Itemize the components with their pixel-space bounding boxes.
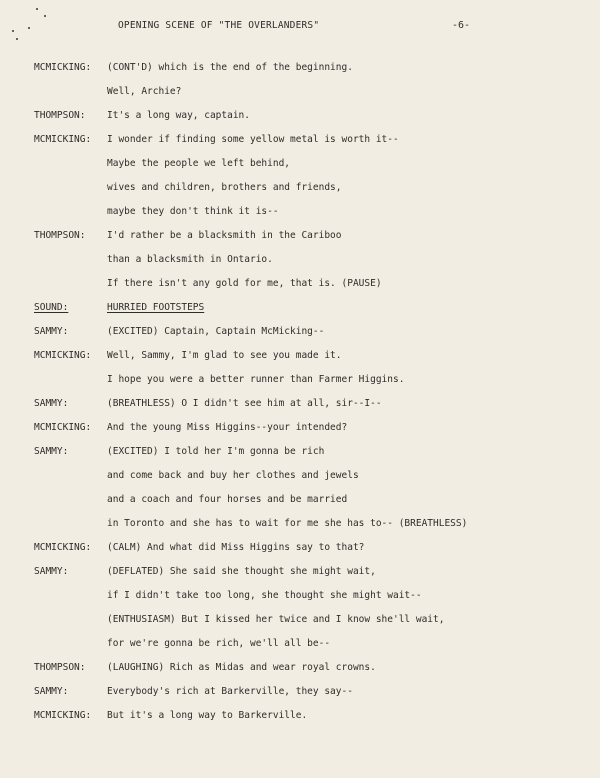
dialogue-text: if I didn't take too long, she thought she might wait-- bbox=[107, 590, 422, 601]
dialogue-text: and come back and buy her clothes and jewels bbox=[107, 470, 359, 481]
speaker-label: MCMICKING: bbox=[34, 710, 92, 721]
dialogue-text: It's a long way, captain. bbox=[107, 110, 250, 121]
page-number: -6- bbox=[452, 20, 471, 31]
dialogue-text: (EXCITED) Captain, Captain McMicking-- bbox=[107, 326, 325, 337]
dialogue-text: (EXCITED) I told her I'm gonna be rich bbox=[107, 446, 325, 457]
speaker-label: MCMICKING: bbox=[34, 422, 92, 433]
ink-speck bbox=[16, 38, 18, 40]
speaker-label: SAMMY: bbox=[34, 446, 69, 457]
dialogue-text: Well, Archie? bbox=[107, 86, 182, 97]
speaker-label: MCMICKING: bbox=[34, 350, 92, 361]
dialogue-text: But it's a long way to Barkerville. bbox=[107, 710, 308, 721]
dialogue-text: for we're gonna be rich, we'll all be-- bbox=[107, 638, 331, 649]
page-title: OPENING SCENE OF "THE OVERLANDERS" bbox=[118, 20, 320, 31]
speaker-label: THOMPSON: bbox=[34, 662, 86, 673]
speaker-label: SAMMY: bbox=[34, 398, 69, 409]
dialogue-text: wives and children, brothers and friends, bbox=[107, 182, 342, 193]
ink-speck bbox=[12, 30, 14, 32]
speaker-label: MCMICKING: bbox=[34, 62, 92, 73]
dialogue-text: I wonder if finding some yellow metal is worth it-- bbox=[107, 134, 399, 145]
dialogue-text: than a blacksmith in Ontario. bbox=[107, 254, 273, 265]
speaker-label: MCMICKING: bbox=[34, 134, 92, 145]
speaker-label: THOMPSON: bbox=[34, 110, 86, 121]
dialogue-text: Well, Sammy, I'm glad to see you made it. bbox=[107, 350, 342, 361]
dialogue-text: (BREATHLESS) O I didn't see him at all, sir--I-- bbox=[107, 398, 382, 409]
dialogue-text: (LAUGHING) Rich as Midas and wear royal crowns. bbox=[107, 662, 376, 673]
dialogue-text: Everybody's rich at Barkerville, they say-- bbox=[107, 686, 353, 697]
dialogue-text: I'd rather be a blacksmith in the Cariboo bbox=[107, 230, 342, 241]
speaker-label: SAMMY: bbox=[34, 566, 69, 577]
dialogue-text: If there isn't any gold for me, that is. (PAUSE) bbox=[107, 278, 382, 289]
dialogue-text: (CONT'D) which is the end of the beginning. bbox=[107, 62, 353, 73]
speaker-label: MCMICKING: bbox=[34, 542, 92, 553]
dialogue-text: in Toronto and she has to wait for me she has to-- (BREATHLESS) bbox=[107, 518, 468, 529]
speaker-label: SAMMY: bbox=[34, 686, 69, 697]
dialogue-text: (CALM) And what did Miss Higgins say to that? bbox=[107, 542, 365, 553]
speaker-label: SAMMY: bbox=[34, 326, 69, 337]
dialogue-text: maybe they don't think it is-- bbox=[107, 206, 279, 217]
dialogue-text: and a coach and four horses and be married bbox=[107, 494, 348, 505]
ink-speck bbox=[36, 8, 38, 10]
dialogue-text: And the young Miss Higgins--your intended? bbox=[107, 422, 348, 433]
dialogue-text: I hope you were a better runner than Farmer Higgins. bbox=[107, 374, 405, 385]
dialogue-text: (DEFLATED) She said she thought she might wait, bbox=[107, 566, 376, 577]
dialogue-text: Maybe the people we left behind, bbox=[107, 158, 291, 169]
speaker-label: SOUND: bbox=[34, 302, 69, 313]
speaker-label: THOMPSON: bbox=[34, 230, 86, 241]
ink-speck bbox=[28, 27, 30, 29]
dialogue-text: (ENTHUSIASM) But I kissed her twice and I know she'll wait, bbox=[107, 614, 445, 625]
sound-cue-text: HURRIED FOOTSTEPS bbox=[107, 302, 205, 313]
ink-speck bbox=[44, 15, 46, 17]
